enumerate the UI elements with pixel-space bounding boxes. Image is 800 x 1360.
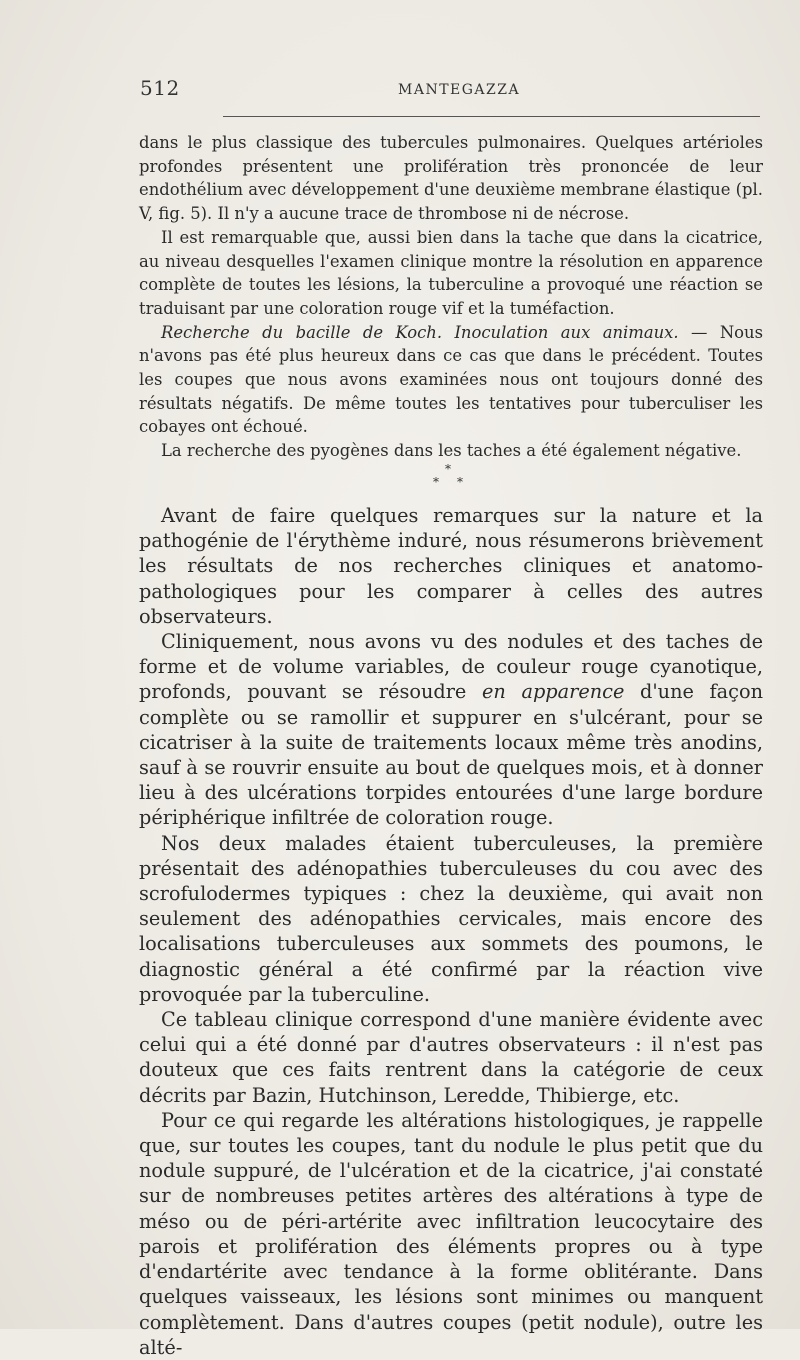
koch-text: Nous n'avons pas été plus heureux dans ce cas que dans le précédent. Toutes les coupes que nous avons examinées nous ont toujours donné des résultats négatifs. De même toutes les tentatives pour tuberculiser les cobayes ont échoué. (139, 322, 763, 437)
header-rule (223, 116, 760, 117)
paragraph-clinical-findings (139, 629, 763, 831)
asterism (420, 462, 480, 492)
paragraph-koch-bacillus (139, 321, 763, 440)
paragraph-clinical-picture: Ce tableau clinique correspond d'une manière évidente avec celui qui a été donné par d'autres observateurs : il n'est pas douteux que ces faits rentrent dans la catégorie de ceux décrits par Bazin, Hutchinson, Leredde, Thibierge, etc. (139, 1008, 763, 1107)
asterisk-top: * (445, 462, 451, 476)
page-number: 512 (140, 76, 180, 100)
koch-heading: Recherche du bacille de Koch. Inoculation aux animaux. (161, 322, 679, 342)
clinical-italic-phrase: en apparence (481, 680, 625, 704)
asterisk-left: * (433, 475, 439, 489)
paragraph-arterioles: dans le plus classique des tubercules pulmonaires. Quelques artérioles profondes présentent une prolifération très prononcée de leur endothélium avec développement d'une deuxième membrane élastique (pl. V, fig. 5). Il n'y a aucune trace de thrombose ni de nécrose. (139, 133, 763, 224)
page-header (140, 76, 760, 106)
clinical-text-after: d'une façon complète ou se ramollir et suppurer en s'ulcérant, pour se cicatriser à la suite de traitements locaux même très anodins, sauf à se rouvrir ensuite au bout de quelques mois, et à donner lieu à des ulcérations torpides entourées d'une large bordure périphérique infiltrée de coloration rouge. (139, 680, 764, 830)
paragraph-pyogenes: La recherche des pyogènes dans les taches a été également négative. (161, 441, 742, 461)
running-title: MANTEGAZZA (398, 82, 521, 98)
main-text-block (139, 503, 763, 1360)
paragraph-intro-remarks: Avant de faire quelques remarques sur la nature et la pathogénie de l'érythème induré, nous résumerons brièvement les résultats de nos recherches cliniques et anatomo-pathologiques pour les comparer à celles des autres observateurs. (139, 504, 763, 628)
paragraph-tuberculin-reaction: Il est remarquable que, aussi bien dans la tache que dans la cicatrice, au niveau desquelles l'examen clinique montre la résolution en apparence complète de toutes les lésions, la tuberculine a provoqué une réaction se traduisant par une coloration rouge vif et la tuméfaction. (139, 227, 763, 318)
paragraph-patients: Nos deux malades étaient tuberculeuses, la première présentait des adénopathies tuberculeuses du cou avec des scrofulodermes typiques : chez la deuxième, qui avait non seulement des adénopathies cervicales, mais encore des localisations tuberculeuses aux sommets des poumons, le diagnostic général a été confirmé par la réaction vive provoquée par la tuberculine. (139, 831, 763, 1006)
asterisk-right: * (457, 475, 463, 489)
clinical-text-before: Cliniquement, nous avons vu des nodules et des taches de forme et de volume variables, de couleur rouge cyanotique, profonds, pouvant se résoudre (139, 630, 763, 704)
paragraph-histology: Pour ce qui regarde les altérations histologiques, je rappelle que, sur toutes les coupes, tant du nodule le plus petit que du nodule suppuré, de l'ulcération et de la cicatrice, j'ai constaté sur de nombreuses petites artères des altérations à type de méso ou de péri-artérite avec infiltration leucocytaire des parois et prolifération des éléments propres ou à type d'endartérite avec tendance à la forme oblitérante. Dans quelques vaisseaux, les lésions sont minimes ou manquent complètement. Dans d'autres coupes (petit nodule), outre les alté- (139, 1108, 763, 1359)
small-print-block (139, 131, 763, 463)
koch-dash: — (678, 322, 720, 342)
